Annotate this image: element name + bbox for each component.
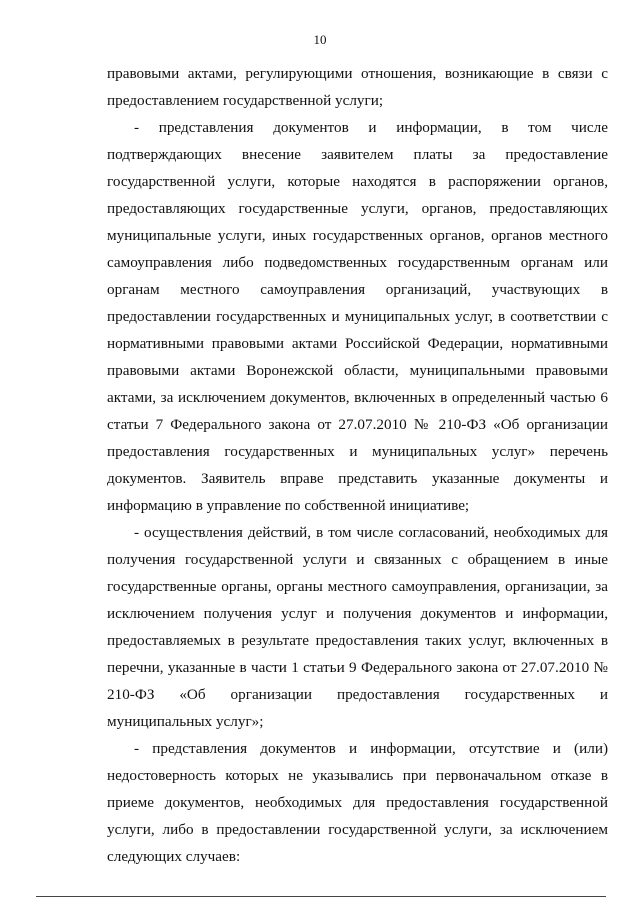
page-number: 10 [313, 32, 327, 47]
paragraph-missing-documents: - представления документов и информации, отсутствие и (или) недостоверность которых не указывались при первоначальном отказе в приеме документов, необходимых для предоставления государственной услуги, либо в предоставлении государственной услуги, за исключением следующих случаев: [107, 740, 608, 865]
paragraph-continuation: правовыми актами, регулирующими отношения, возникающие в связи с предоставлением государственной услуги; [107, 65, 608, 109]
body-text [107, 60, 608, 870]
paragraph-actions-approvals: - осуществления действий, в том числе согласований, необходимых для получения государственной услуги и связанных с обращением в иные государственные органы, органы местного самоуправления, организации, за исключением получения услуг и получения документов и информации, предоставляемых в результате предоставления таких услуг, включенных в перечни, указанные в части 1 статьи 9 Федерального закона от 27.07.2010 № 210-ФЗ «Об организации предоставления государственных и муниципальных услуг»; [107, 524, 608, 730]
paragraph-documents-submission: - представления документов и информации, в том числе подтверждающих внесение заявителем платы за предоставление государственной услуги, которые находятся в распоряжении органов, предоставляющих государственные услуги, органов, предоставляющих муниципальные услуги, иных государственных органов, органов местного самоуправления либо подведомственных государственным органам или органам местного самоуправления организаций, участвующих в предоставлении государственных и муниципальных услуг, в соответствии с нормативными правовыми актами Российской Федерации, нормативными правовыми актами Воронежской области, муниципальными правовыми актами, за исключением документов, включенных в определенный частью 6 статьи 7 Федерального закона от 27.07.2010 № 210-ФЗ «Об организации предоставления государственных и муниципальных услуг» перечень документов. Заявитель вправе представить указанные документы и информацию в управление по собственной инициативе; [107, 119, 608, 514]
page-bottom-divider [36, 896, 606, 897]
